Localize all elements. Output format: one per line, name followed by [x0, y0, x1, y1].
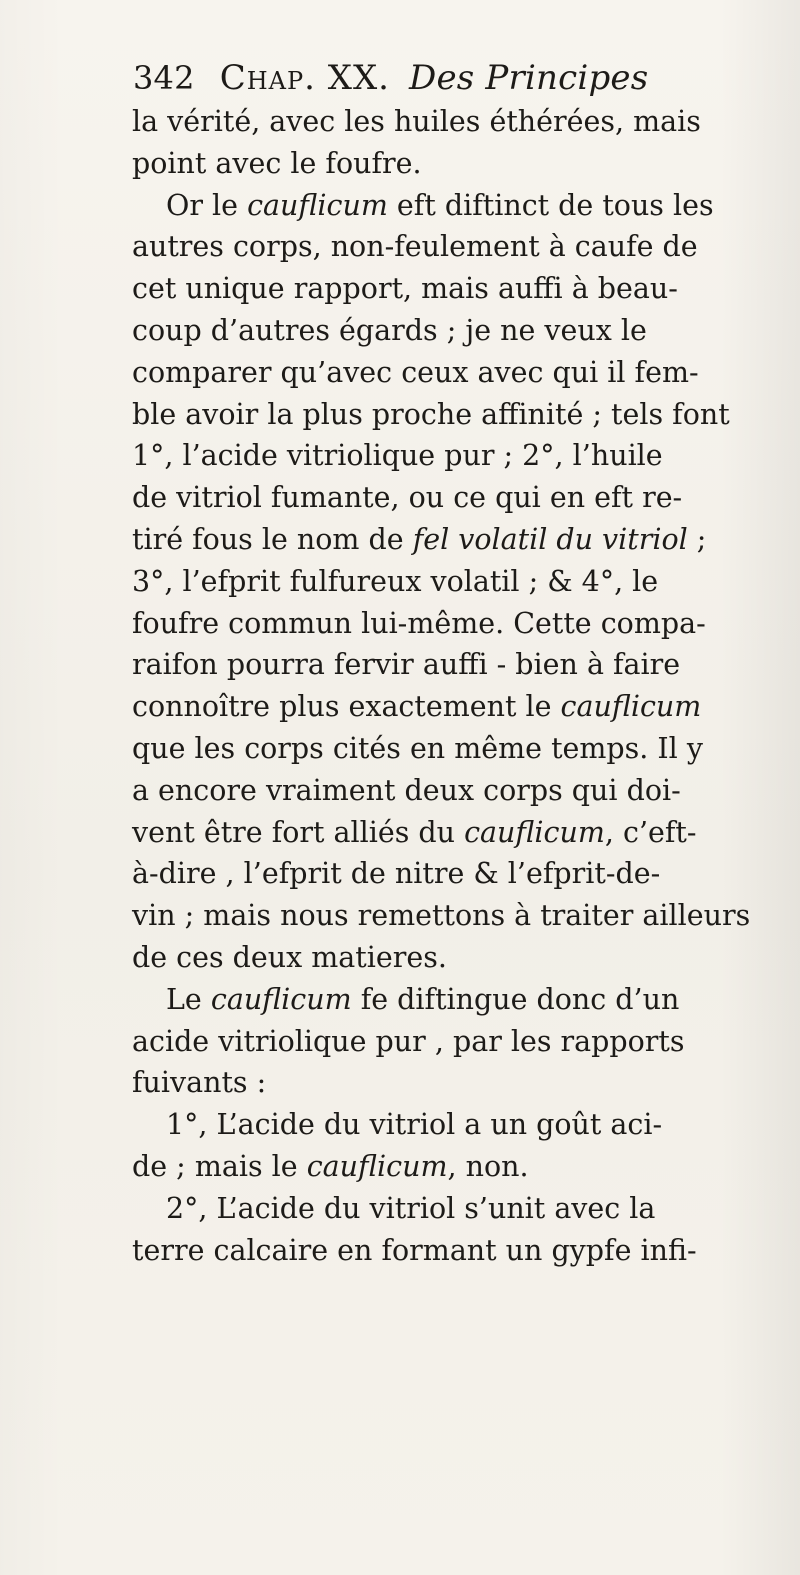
text-line: [132, 101, 772, 143]
text-line: [132, 561, 772, 603]
text-segment: vent être fort alliés du: [132, 815, 465, 849]
body-text: [132, 101, 772, 1271]
text-segment: autres corps, non-feulement à caufe de: [132, 230, 698, 264]
text-line: [132, 853, 772, 895]
text-line: [132, 185, 772, 227]
text-segment: point avec le foufre.: [132, 146, 422, 180]
text-line: [132, 644, 772, 686]
text-line: [132, 268, 772, 310]
text-segment: Or le: [166, 188, 248, 222]
chapter-label: Chap. XX.: [219, 58, 390, 98]
italic-term: cauflicum: [560, 690, 702, 724]
section-title: Des Principes: [408, 58, 649, 98]
text-line: [132, 603, 772, 645]
text-line: [132, 310, 772, 352]
text-segment: , c’eft-: [604, 815, 697, 849]
italic-term: fel volatil du vitriol: [412, 522, 688, 556]
text-line: [132, 394, 772, 436]
italic-term: cauflicum: [247, 188, 388, 222]
text-line: [132, 1104, 772, 1146]
italic-term: cauflicum: [210, 982, 352, 1016]
text-line: [132, 812, 772, 854]
text-line: [132, 477, 772, 519]
text-segment: fuivants :: [132, 1066, 267, 1100]
text-segment: ;: [687, 522, 707, 556]
text-segment: Le: [166, 982, 211, 1016]
text-segment: ble avoir la plus proche affinité ; tels font: [132, 397, 730, 431]
text-segment: vin ; mais nous remettons à traiter ailleurs: [132, 899, 751, 933]
text-segment: fe diftingue donc d’un: [351, 982, 680, 1016]
text-line: [132, 1021, 772, 1063]
text-line: [132, 1146, 772, 1188]
italic-term: cauflicum: [464, 815, 605, 849]
text-line: [132, 1230, 772, 1272]
text-segment: 2°, L’acide du vitriol s’unit avec la: [166, 1191, 656, 1225]
text-segment: à-dire , l’efprit de nitre & l’efprit-de-: [132, 857, 661, 891]
text-segment: , non.: [447, 1149, 529, 1183]
text-segment: 3°, l’efprit fulfureux volatil ; & 4°, le: [132, 564, 659, 598]
text-segment: comparer qu’avec ceux avec qui il fem-: [132, 355, 699, 389]
text-segment: 1°, L’acide du vitriol a un goût aci-: [166, 1108, 663, 1142]
text-segment: eft diftinct de tous les: [387, 188, 714, 222]
text-segment: tiré fous le nom de: [132, 522, 413, 556]
text-segment: coup d’autres égards ; je ne veux le: [132, 313, 647, 347]
text-segment: de vitriol fumante, ou ce qui en eft re-: [132, 481, 683, 515]
text-line: [132, 895, 772, 937]
text-segment: de ; mais le: [132, 1149, 307, 1183]
text-line: [132, 519, 772, 561]
text-segment: la vérité, avec les huiles éthérées, mais: [132, 105, 701, 138]
text-segment: connoître plus exactement le: [132, 690, 561, 724]
text-segment: foufre commun lui-même. Cette compa-: [132, 606, 706, 640]
text-segment: raifon pourra fervir auffi - bien à faire: [132, 648, 681, 682]
text-segment: cet unique rapport, mais auffi à beau-: [132, 272, 678, 306]
text-line: [132, 979, 772, 1021]
running-header: [133, 52, 743, 104]
text-line: [132, 1062, 772, 1104]
text-line: [132, 728, 772, 770]
text-segment: acide vitriolique pur , par les rapports: [132, 1024, 685, 1058]
text-line: [132, 352, 772, 394]
text-segment: a encore vraiment deux corps qui doi-: [132, 773, 681, 807]
text-segment: 1°, l’acide vitriolique pur ; 2°, l’huile: [132, 439, 663, 473]
text-segment: terre calcaire en formant un gypfe infi-: [132, 1233, 697, 1267]
text-segment: de ces deux matieres.: [132, 940, 447, 974]
text-line: [132, 226, 772, 268]
text-line: [132, 1188, 772, 1230]
text-line: [132, 435, 772, 477]
page-number: 342: [133, 59, 195, 97]
italic-term: cauflicum: [306, 1149, 448, 1183]
text-segment: que les corps cités en même temps. Il y: [132, 731, 703, 765]
text-line: [132, 937, 772, 979]
text-line: [132, 770, 772, 812]
text-line: [132, 143, 772, 185]
text-line: [132, 686, 772, 728]
